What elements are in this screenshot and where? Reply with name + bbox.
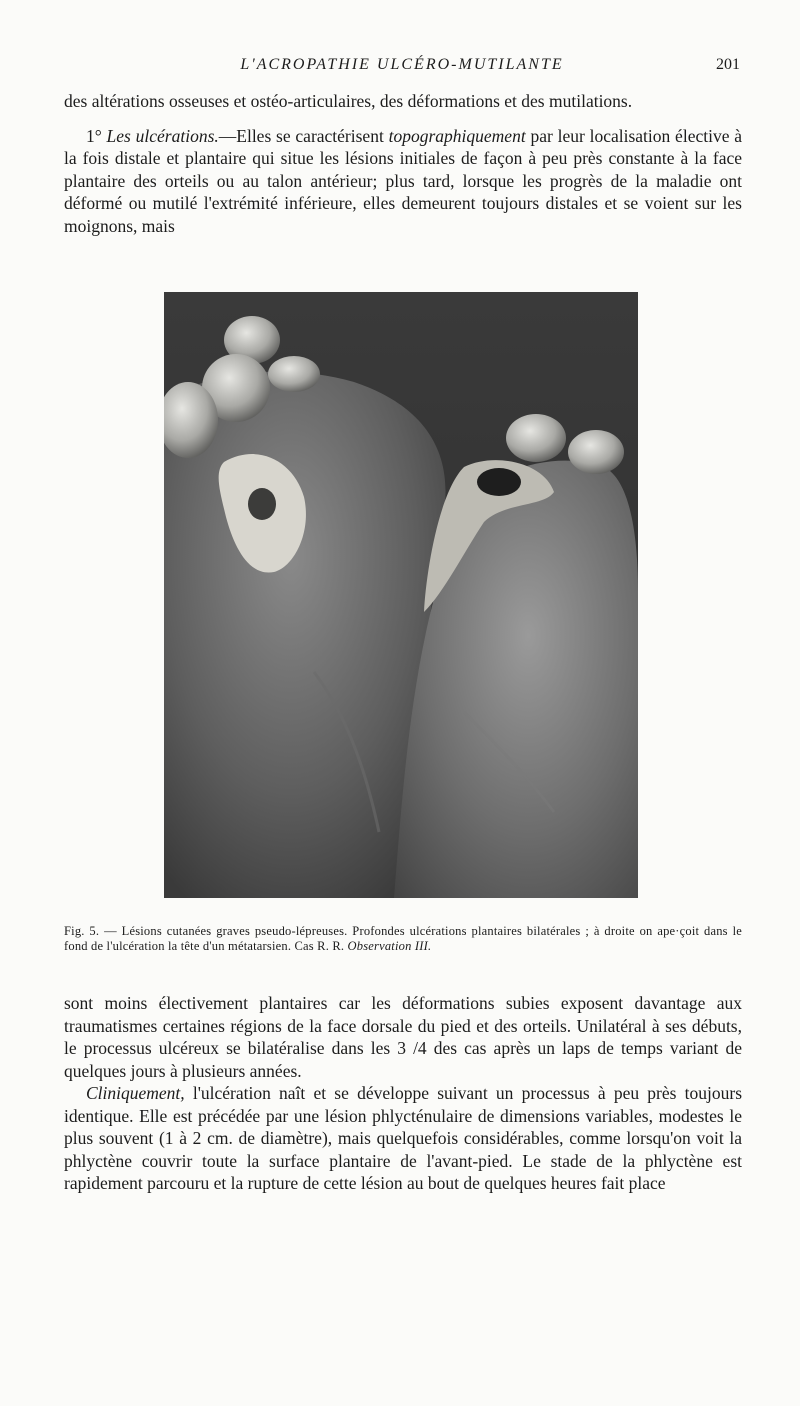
paragraph-cliniquement-emphasis: Cliniquement, xyxy=(86,1083,185,1103)
paragraph-cliniquement-text: l'ulcération naît et se développe suivant un processus à peu près toujours identique. Elle est précédée par une lésion phlycténulaire de dimensions variables, modestes le plus souvent (1 à 2 cm. de diamètre), mais quelquefois considérables, comme lorsqu'on voit la phlyctène couvrir toute la surface plantaire de l'avant-pied. Le stade de la phlyctène est rapidement parcouru et la rupture de cette lésion au bout de quelques heures fait place xyxy=(64,1083,742,1193)
paragraph-ulcerations xyxy=(64,125,742,238)
running-head xyxy=(64,56,740,78)
caption-observation: Observation III. xyxy=(347,939,432,953)
running-title: L'ACROPATHIE ULCÉRO-MUTILANTE xyxy=(240,56,564,73)
section-heading: Les ulcérations. xyxy=(106,125,219,146)
paragraph-text-part2: par leur localisation élective à la fois distale et plantaire qui situe les lésions initiales de façon à peu près constante à la face plantaire des orteils ou au talon antérieur; plus tard, lorsque les progrès de la maladie ont déformé ou mutilé l'extrémité inférieure, elles demeurent toujours distales et se voient sur les moignons, mais xyxy=(64,125,743,236)
caption-dash: — xyxy=(104,924,117,938)
paragraph-cliniquement xyxy=(64,1082,742,1195)
paragraph-emphasis: topographiquement xyxy=(388,125,526,146)
page-number: 201 xyxy=(716,56,740,73)
paragraph-continued: sont moins électivement plantaires car les déformations subies exposent davantage aux traumatismes certaines régions de la face dorsale du pied et des orteils. Unilatéral à ses débuts, le processus ulcéreux se bilatéralise dans les 3 /4 des cas après un laps de temps variant de quelques jours à plusieurs années. xyxy=(64,993,742,1081)
caption-body: Lésions cutanées graves pseudo-lépreuses. Profondes ulcérations plantaires bilatérales ; à droite on ape·çoit dans le fond de l'ulcération la tête d'un métatarsien. Cas R. R. xyxy=(64,924,743,953)
figure-photograph xyxy=(164,292,638,898)
top-text-block xyxy=(64,90,742,237)
caption-label: Fig. 5. xyxy=(64,924,100,938)
paragraph-text-part1: Elles se caractérisent xyxy=(236,125,384,146)
bottom-text-block xyxy=(64,992,742,1195)
heading-dash: — xyxy=(218,125,237,146)
photograph-image xyxy=(164,292,638,898)
figure-caption xyxy=(64,924,742,954)
section-number: 1° xyxy=(86,125,102,146)
paragraph-continuation: des altérations osseuses et ostéo-articulaires, des déformations et des mutilations. xyxy=(64,91,633,111)
caption-text xyxy=(64,924,742,954)
